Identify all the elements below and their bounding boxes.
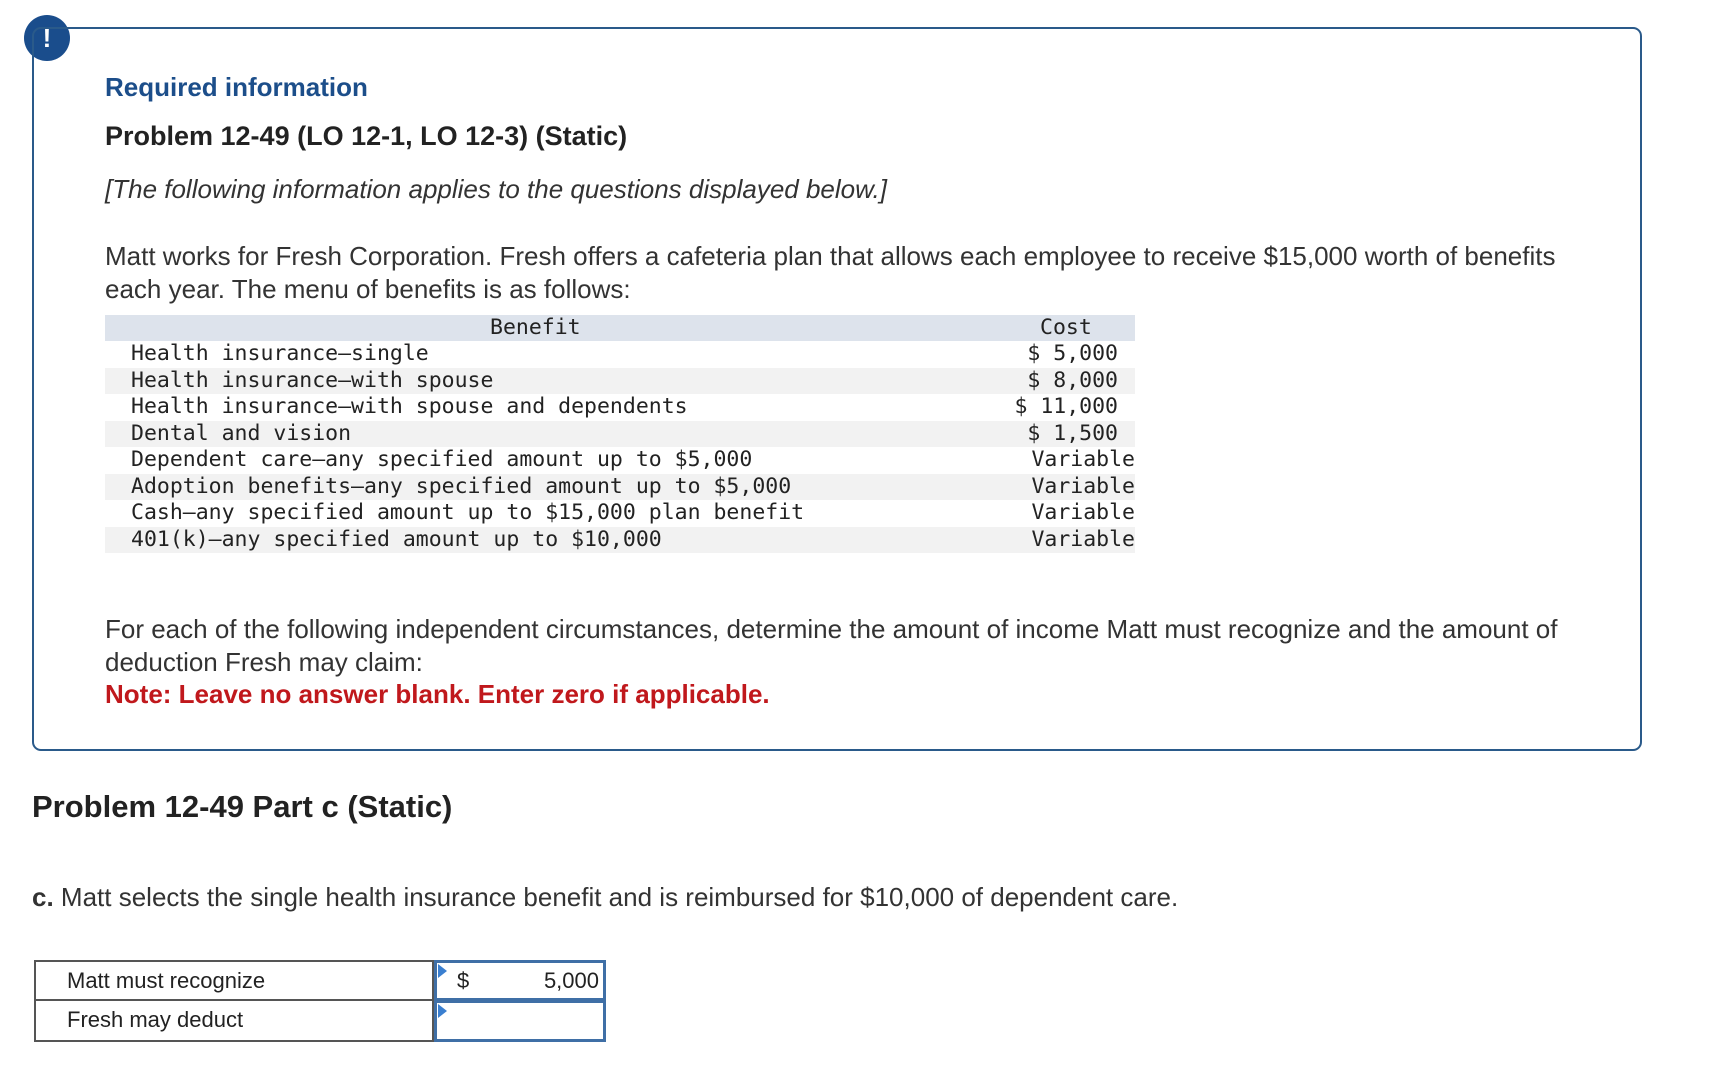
benefit-table-header bbox=[105, 315, 1135, 342]
table-row bbox=[105, 341, 1135, 368]
answer-row-fresh-deduct bbox=[34, 1001, 606, 1042]
exclamation-icon: ! bbox=[24, 15, 70, 61]
table-row bbox=[105, 474, 1135, 501]
answer-row-matt-recognize bbox=[34, 960, 606, 1001]
question-label: c. bbox=[32, 882, 54, 912]
benefit-cost: $ 8,000 bbox=[1027, 367, 1118, 393]
benefit-column-header: Benefit bbox=[490, 314, 581, 340]
benefit-name: Health insurance—with spouse bbox=[131, 367, 494, 393]
benefit-cost: Variable bbox=[1031, 473, 1135, 499]
intro-paragraph: Matt works for Fresh Corporation. Fresh offers a cafeteria plan that allows each employee to receive $15,000 worth of benefits each year. The menu of benefits is as follows: bbox=[105, 241, 1556, 304]
benefit-table bbox=[105, 314, 1135, 553]
benefit-name: Dependent care—any specified amount up to $5,000 bbox=[131, 447, 753, 472]
benefit-cost: $ 1,500 bbox=[1027, 420, 1118, 446]
benefit-cost: $ 11,000 bbox=[1014, 394, 1118, 419]
answer-label: Matt must recognize bbox=[34, 960, 434, 1001]
table-row bbox=[105, 368, 1135, 395]
question-text bbox=[32, 882, 1178, 913]
benefit-cost: $ 5,000 bbox=[1027, 341, 1118, 366]
flag-icon bbox=[438, 1004, 447, 1018]
problem-title: Problem 12-49 (LO 12-1, LO 12-3) (Static) bbox=[105, 121, 628, 151]
question-body: Matt selects the single health insurance benefit and is reimbursed for $10,000 of dependent care. bbox=[60, 882, 1179, 912]
applies-note: [The following information applies to the questions displayed below.] bbox=[105, 174, 887, 204]
answer-value: 5,000 bbox=[543, 968, 599, 993]
table-row bbox=[105, 500, 1135, 527]
note-text: Note: Leave no answer blank. Enter zero if applicable. bbox=[105, 679, 770, 709]
answer-table bbox=[34, 960, 606, 1042]
table-row bbox=[105, 394, 1135, 421]
cost-column-header: Cost bbox=[1040, 314, 1092, 340]
table-row bbox=[105, 447, 1135, 474]
benefit-cost: Variable bbox=[1031, 500, 1135, 525]
table-row bbox=[105, 421, 1135, 448]
answer-label: Fresh may deduct bbox=[34, 1001, 434, 1042]
required-information-title: Required information bbox=[105, 72, 368, 102]
flag-icon bbox=[438, 964, 447, 978]
benefit-name: Dental and vision bbox=[131, 420, 352, 446]
part-title: Problem 12-49 Part c (Static) bbox=[32, 789, 453, 824]
benefit-name: Health insurance—with spouse and dependents bbox=[131, 394, 688, 419]
benefit-name: Cash—any specified amount up to $15,000 plan benefit bbox=[131, 500, 805, 525]
benefit-name: Adoption benefits—any specified amount up to $5,000 bbox=[131, 473, 792, 499]
benefit-cost: Variable bbox=[1031, 447, 1135, 472]
benefit-name: 401(k)—any specified amount up to $10,000 bbox=[131, 526, 662, 552]
instructions-paragraph: For each of the following independent circumstances, determine the amount of income Matt must recognize and the amount of deduction Fresh may claim: bbox=[105, 614, 1558, 677]
table-row bbox=[105, 527, 1135, 554]
currency-symbol: $ bbox=[457, 968, 470, 993]
benefit-cost: Variable bbox=[1031, 526, 1135, 552]
fresh-deduct-input[interactable] bbox=[434, 1001, 606, 1042]
matt-recognize-input[interactable] bbox=[434, 960, 606, 1001]
benefit-name: Health insurance—single bbox=[131, 341, 429, 366]
